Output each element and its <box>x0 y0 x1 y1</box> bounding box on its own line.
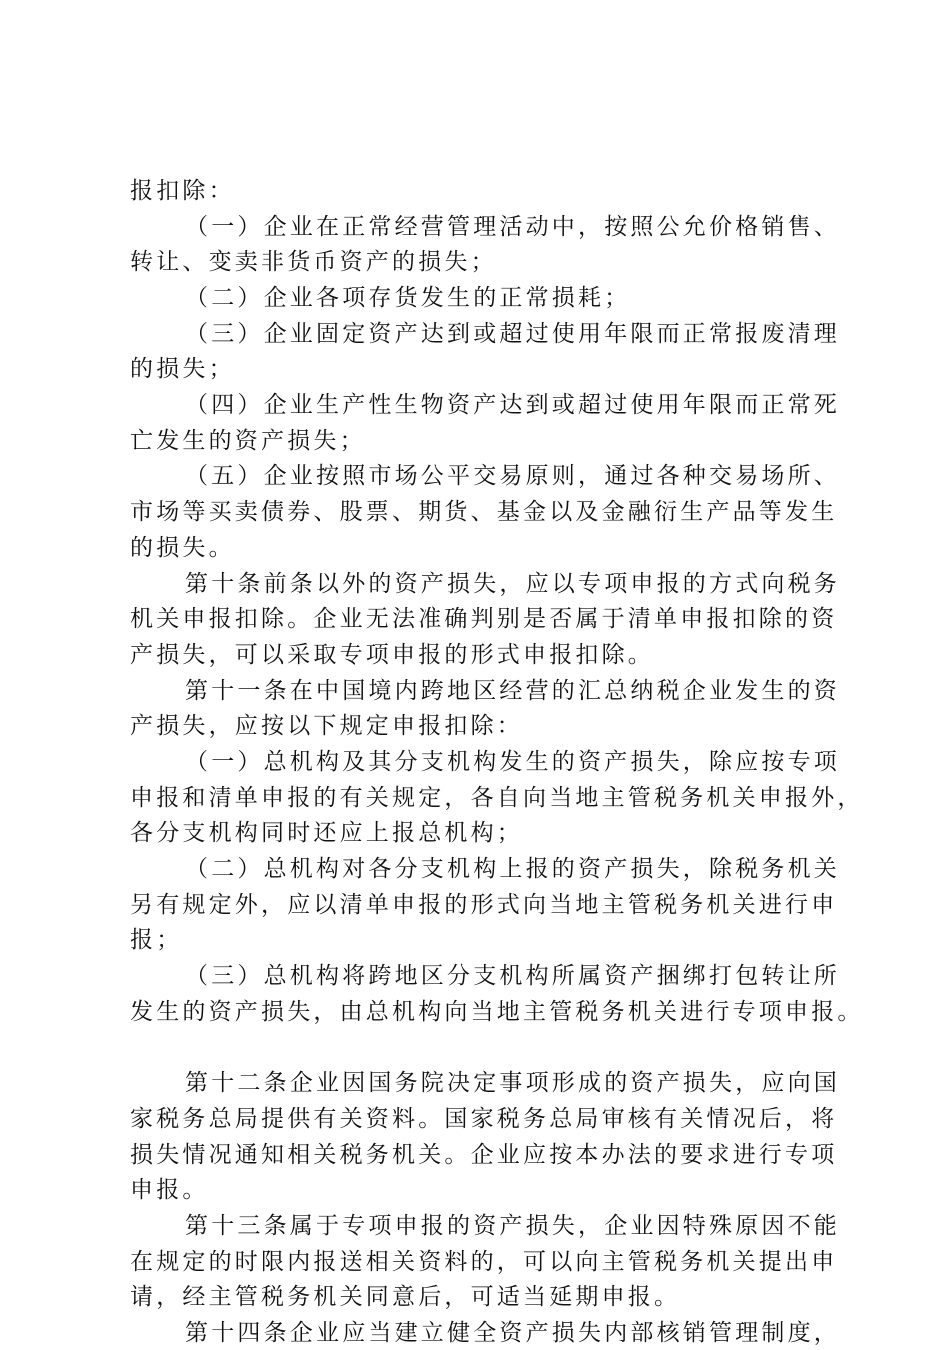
text-line: 第十条前条以外的资产损失，应以专项申报的方式向税务 <box>185 571 840 597</box>
text-line: 市场等买卖债券、股票、期货、基金以及金融衍生产品等发生 <box>130 499 838 525</box>
text-line: （一）总机构及其分支机构发生的资产损失，除应按专项 <box>185 749 840 775</box>
text-line: 的损失。 <box>130 535 235 561</box>
text-line: 在规定的时限内报送相关资料的，可以向主管税务机关提出申 <box>130 1249 838 1275</box>
text-line: 申报。 <box>130 1177 209 1203</box>
text-line: 第十二条企业因国务院决定事项形成的资产损失，应向国 <box>185 1070 840 1096</box>
text-line: （二）总机构对各分支机构上报的资产损失，除税务机关 <box>185 856 840 882</box>
text-line: （三）企业固定资产达到或超过使用年限而正常报废清理 <box>185 321 840 347</box>
text-line: 转让、变卖非货币资产的损失； <box>130 249 497 275</box>
text-line: 的损失； <box>130 356 235 382</box>
text-line: 请，经主管税务机关同意后，可适当延期申报。 <box>130 1284 681 1310</box>
text-line: （五）企业按照市场公平交易原则，通过各种交易场所、 <box>185 463 840 489</box>
text-line: 申报和清单申报的有关规定，各自向当地主管税务机关申报外， <box>130 785 864 811</box>
text-line: （三）总机构将跨地区分支机构所属资产捆绑打包转让所 <box>185 963 840 989</box>
text-line: 发生的资产损失，由总机构向当地主管税务机关进行专项申报。 <box>130 999 864 1025</box>
text-line: 损失情况通知相关税务机关。企业应按本办法的要求进行专项 <box>130 1142 838 1168</box>
text-line: （二）企业各项存货发生的正常损耗； <box>185 285 631 311</box>
text-line: 第十一条在中国境内跨地区经营的汇总纳税企业发生的资 <box>185 678 840 704</box>
text-line: 另有规定外，应以清单申报的形式向当地主管税务机关进行申 <box>130 892 838 918</box>
text-line: 报扣除： <box>130 178 235 204</box>
text-line: 产损失，可以采取专项申报的形式申报扣除。 <box>130 642 654 668</box>
text-line: 报； <box>130 927 183 953</box>
text-line: 第十三条属于专项申报的资产损失，企业因特殊原因不能 <box>185 1213 840 1239</box>
text-line: 各分支机构同时还应上报总机构； <box>130 820 523 846</box>
text-line: 机关申报扣除。企业无法准确判别是否属于清单申报扣除的资 <box>130 606 838 632</box>
text-line: （一）企业在正常经营管理活动中，按照公允价格销售、 <box>185 214 840 240</box>
text-line: 第十四条企业应当建立健全资产损失内部核销管理制度， <box>185 1320 840 1346</box>
text-line: （四）企业生产性生物资产达到或超过使用年限而正常死 <box>185 392 840 418</box>
text-line: 亡发生的资产损失； <box>130 428 366 454</box>
text-line: 家税务总局提供有关资料。国家税务总局审核有关情况后，将 <box>130 1106 838 1132</box>
text-line: 产损失，应按以下规定申报扣除： <box>130 713 523 739</box>
